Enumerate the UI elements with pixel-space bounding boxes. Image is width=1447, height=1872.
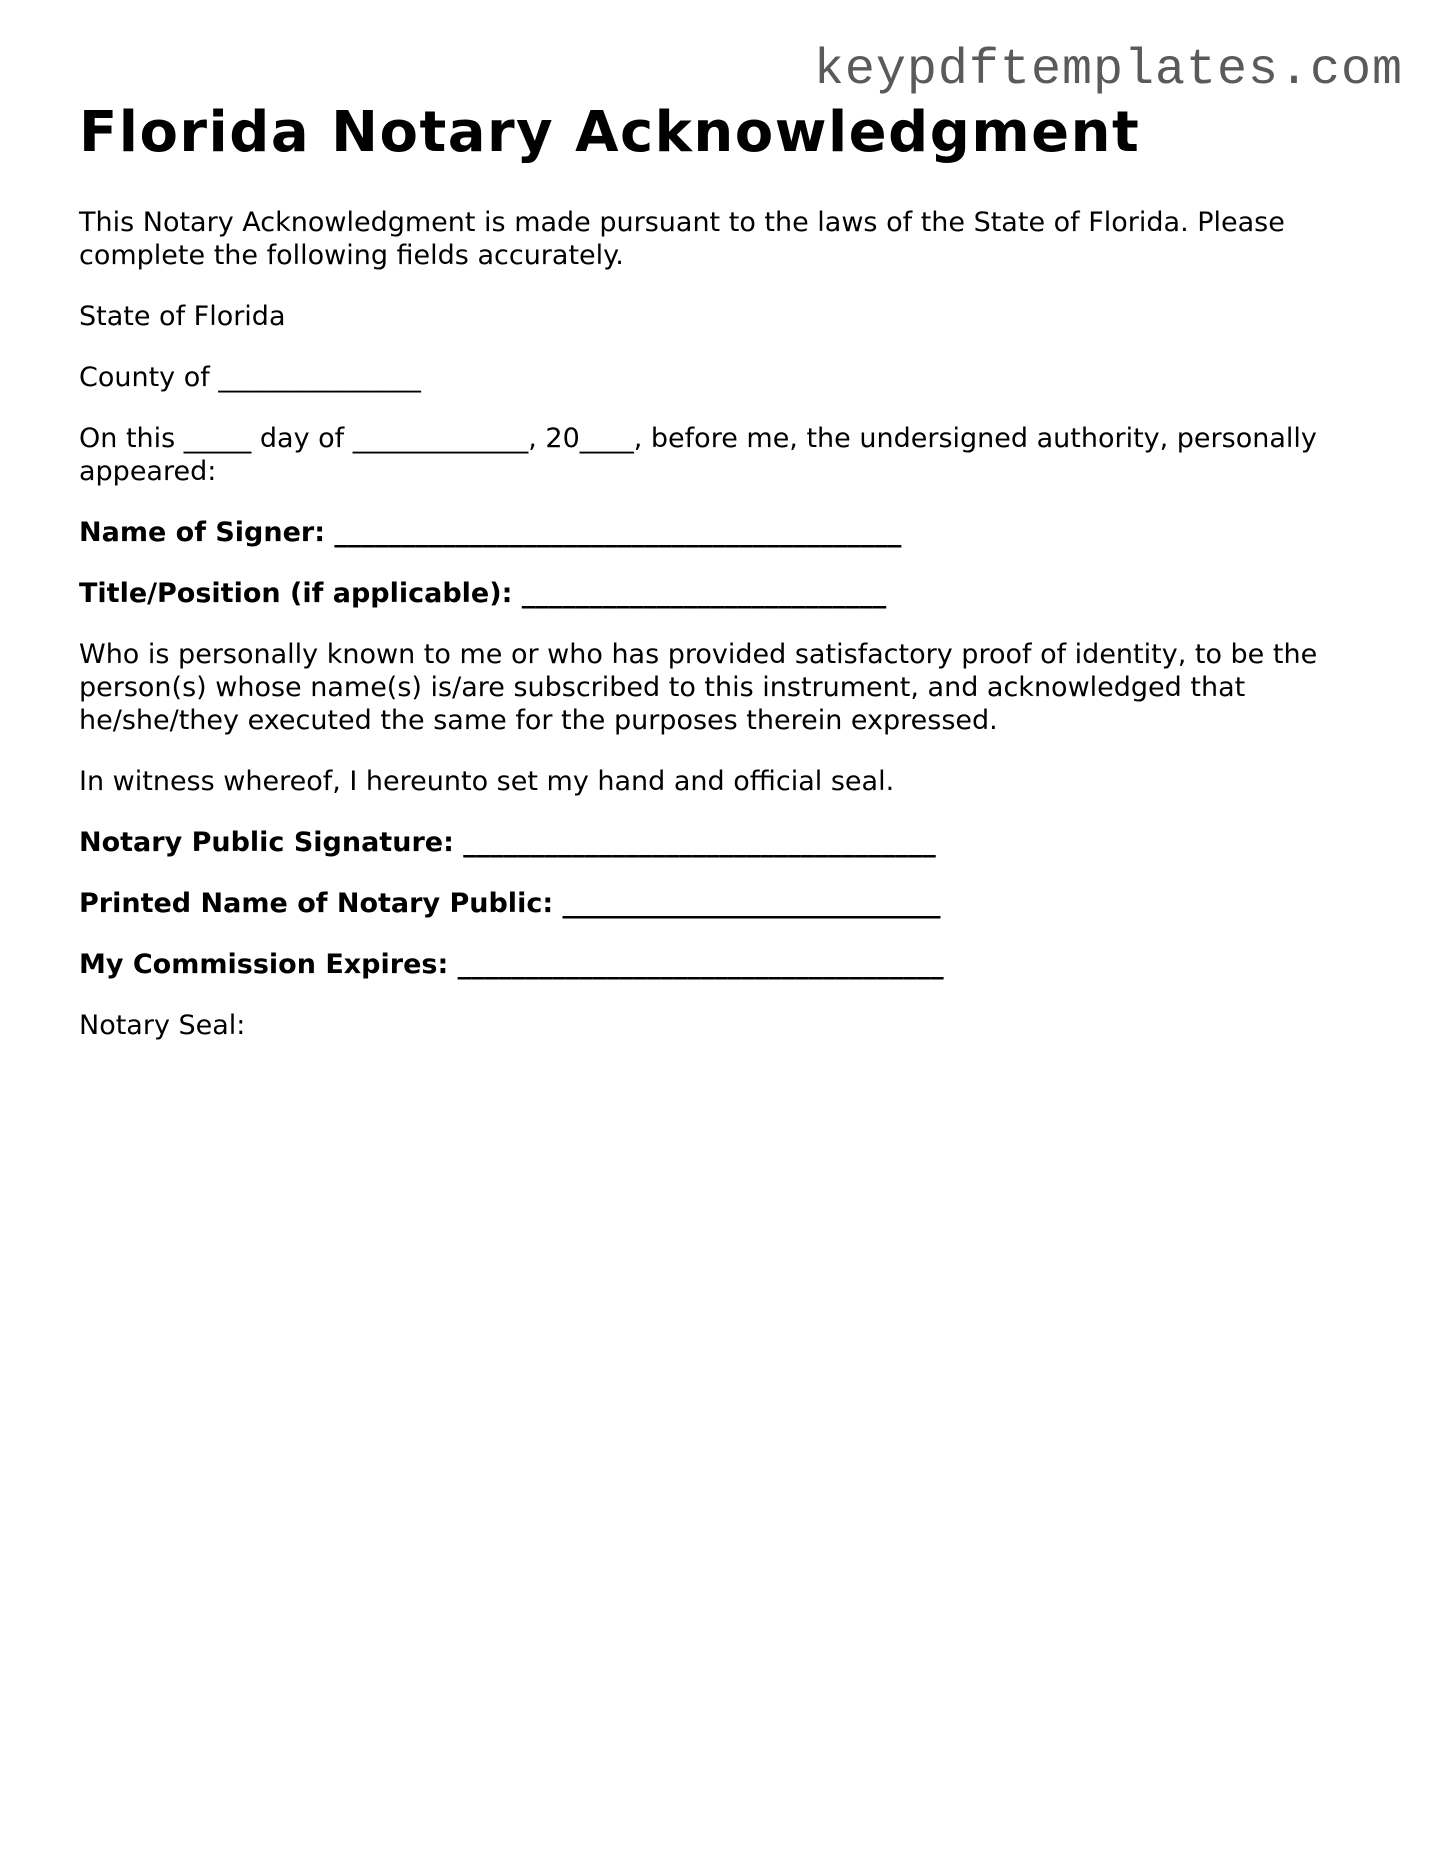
commission-expires-field: My Commission Expires: ____________________________________: [79, 948, 944, 980]
acknowledgment-statement: Who is personally known to me or who has provided satisfactory proof of identity, to be the person(s) whose name(s) is/are subscribed to this instrument, and acknowledged that he/she/they executed the same for the purposes therein expressed.: [79, 638, 1318, 736]
county-line: County of _______________: [79, 361, 421, 393]
notary-printed-name-field: Printed Name of Notary Public: ____________________________: [79, 887, 941, 919]
witness-line: In witness whereof, I hereunto set my hand and official seal.: [79, 765, 895, 797]
signer-name-field: Name of Signer: __________________________________________: [79, 516, 902, 548]
state-line: State of Florida: [79, 300, 286, 332]
document-title: Florida Notary Acknowledgment: [79, 100, 1141, 165]
watermark: keypdftemplates.com: [813, 42, 1403, 99]
intro-paragraph: This Notary Acknowledgment is made pursuant to the laws of the State of Florida. Please complete the following fields accurately.: [79, 206, 1285, 271]
notary-seal-label: Notary Seal:: [79, 1009, 246, 1041]
title-position-field: Title/Position (if applicable): ___________________________: [79, 577, 887, 609]
date-line: On this _____ day of _____________, 20____, before me, the undersigned authority, personally appeared:: [79, 422, 1317, 487]
notary-signature-field: Notary Public Signature: ___________________________________: [79, 826, 936, 858]
document-page: [79, 102, 1379, 1070]
